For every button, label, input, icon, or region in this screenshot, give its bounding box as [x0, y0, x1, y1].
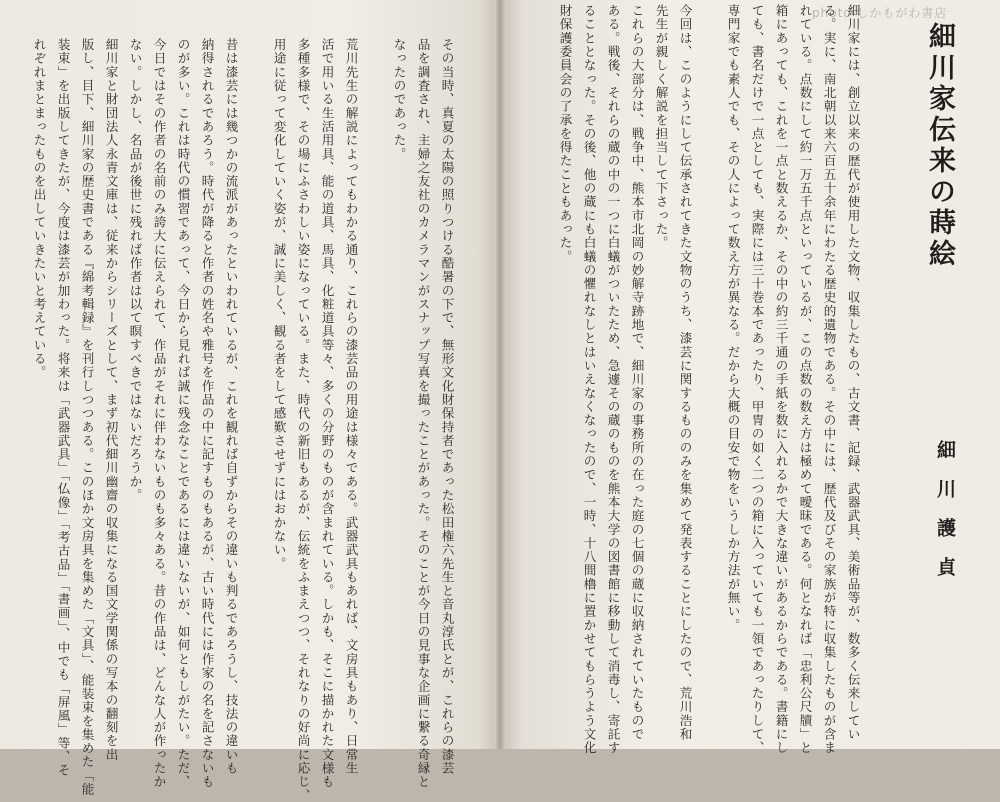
text-column: これらの大部分は、戦争中、熊本市北岡の妙解寺跡地で、細川家の事務所の在った庭の七個の蔵に収納されていたもので [629, 4, 645, 742]
text-column: 今日ではその作者の名前のみ誇大に伝えられて、作品がそれに伴わないものも多々ある。昔の作品は、どんな人が作ったか [151, 38, 167, 789]
text-column: 荒川先生の解説によってもわかる通り、これらの漆芸品の用途は様々である。武器武具もあれば、文房具もあり、日常生 [343, 38, 359, 776]
text-column: 細川家と財団法人永青文庫は、従来からシリーズとして、まず初代細川幽齋の収集になる国文学関係の写本の翻刻を出 [103, 38, 119, 762]
watermark: photo しかもがわ書店 [812, 6, 948, 20]
text-column: 先生が親しく解説を担当して下さった。 [653, 4, 669, 250]
text-column: 箱にあっても、これを一点と数えるか、その中の約三千通の手紙を数に入れるかで大きな違いがあるからである。書籍にし [773, 4, 789, 755]
text-column: ある。戦後、それらの蔵の中の一つに白蟻がついたため、急遽その蔵のものを熊本大学の図書館に移動して消毒し、寄託す [605, 4, 621, 755]
text-column: 品を調査され、主婦之友社のカメラマンがスナップ写真を撮ったことがあった。そのことが今日の見事な企画に繋る奇縁と [415, 38, 431, 789]
text-column: 昔は漆芸には幾つかの流派があったといわれているが、これを観れば自ずからその違いも判るであろうし、技法の違いも [223, 38, 239, 776]
text-column: なったのであった。 [391, 38, 407, 161]
article-title: 細川家伝来の蒔絵 [924, 22, 955, 270]
text-column: 用途に従って変化していく姿が、誠に美しく、観る者をして感歎させずにはおかない。 [271, 38, 287, 571]
text-column: ても、書名だけで一点としても、実際には三十巻本であったり、甲冑の如く二つの箱に入っていても一領であったりして、 [749, 4, 765, 755]
text-column: ない。しかし、名品が後世に残れば作者は以て瞑すべきではないだろうか。 [127, 38, 143, 503]
text-column: れぞれまとまったものを出していきたいと考えている。 [31, 38, 47, 380]
book-gutter [494, 0, 506, 749]
text-column: 納得されるであろう。時代が降ると作者の姓名や雅号を作品の中に記すものもあるが、古い時代には作家の名を記さないも [199, 38, 215, 789]
text-column: 版し、目下、細川家の歴史書である『綿考輯録』を刊行しつつある。このほか文房具を集めた「文具」、能装束を集めた「能 [79, 38, 95, 797]
text-column: 装束」を出版してきたが、今度は漆芸が加わった。将来は「武器武具」「仏像」「考古品」「書画」、中でも「屏風」等、そ [55, 38, 71, 778]
text-column: れている。点数にして約一万五千点といっているが、この点数の数え方は極めて曖昧である。何となれば「忠利公尺牘」と [797, 4, 813, 755]
article-author: 細川護貞 [934, 440, 956, 596]
text-column: のが多い。これは時代の慣習であって、今日から見れば誠に残念なことであるには違いないが、如何ともしがたい。ただ、 [175, 38, 191, 789]
text-column: 財保護委員会の了承を得たこともあった。 [557, 4, 573, 264]
text-column: 細川家には、創立以来の歴代が使用した文物、収集したもの、古文書、記録、武器武具、美術品等が、数多く伝来してい [845, 4, 861, 742]
text-column: 今回は、このようにして伝承されてきた文物のうち、漆芸に関するもののみを集めて発表することにしたので、荒川浩和 [677, 4, 693, 742]
text-column: ることとなった。その後、他の蔵にも白蟻の懼れなしとはいえなくなったので、一時、十八間櫓に置かせてもらうよう文化 [581, 4, 597, 755]
text-column: 活で用いる生活用具、能の道具、馬具、化粧道具等々、多くの分野のものが含まれている。しかも、そこに描かれた文様も [319, 38, 335, 789]
text-column: 専門家でも素人でも、その人によって数え方が異なる。だから大概の目安で物をいうしか方法が無い。 [725, 4, 741, 632]
text-column: その当時、真夏の太陽の照りつける酷暑の下で、無形文化財保持者であった松田権六先生と音丸淳氏とが、これらの漆芸 [439, 38, 455, 776]
text-column: る。実に、南北朝以来六百五十余年にわたる歴史的遺物である。その中には、歴代及びその家族が特に収集したものが含ま [821, 4, 837, 755]
text-column: 多種多様で、その場にふさわしい姿になっている。また、時代の新旧もあるが、伝統をふまえつつ、それなりの好尚に応じ、 [295, 38, 311, 802]
